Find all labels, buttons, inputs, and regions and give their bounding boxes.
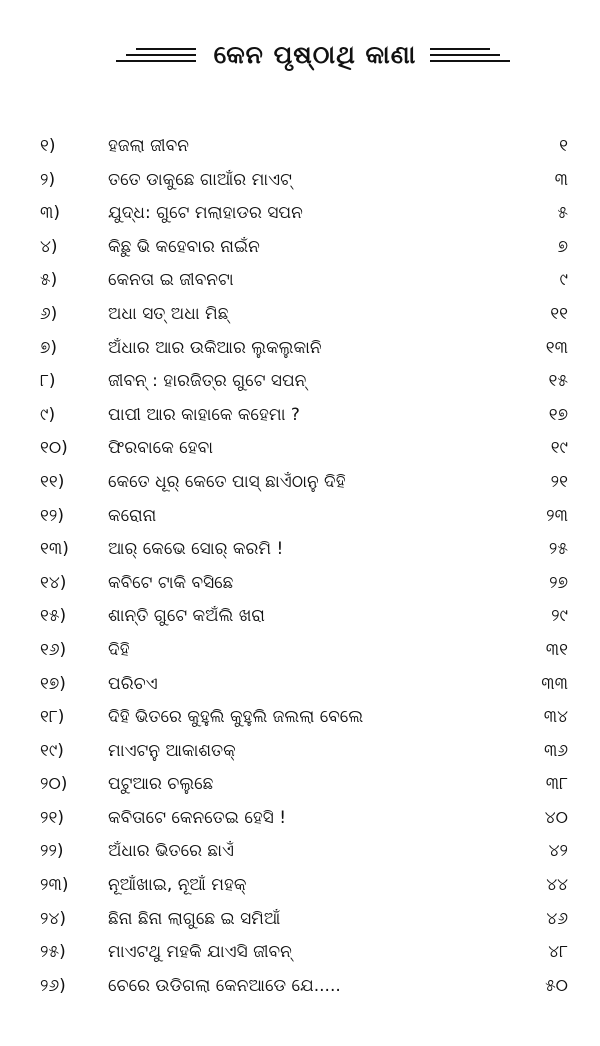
entry-number: ୧୭) [40, 673, 66, 694]
toc-entry [0, 264, 600, 298]
entry-title: ଅଧା ସତ୍ ଅଧା ମିଛ୍ [108, 303, 229, 324]
entry-page-number: ୫ [557, 203, 568, 224]
toc-entry [0, 365, 600, 399]
entry-page-number: ୩ [554, 169, 568, 190]
entry-title: କେତେ ଧୂର୍ କେତେ ପାସ୍ ଛାଏଁଠାନୁ ଦିହି [108, 471, 346, 492]
entry-title: ଛିନା ଛିନା ଲାଗୁଛେ ଇ ସମିଆଁ [108, 908, 281, 929]
entry-number: ୪) [40, 236, 58, 257]
toc-entry [0, 130, 600, 164]
entry-number: ୧୧) [40, 471, 65, 492]
toc-entry [0, 835, 600, 869]
entry-page-number: ୧୩ [545, 337, 568, 358]
entry-number: ୨୫) [40, 942, 66, 963]
toc-entry [0, 298, 600, 332]
entry-title: ପରିଚଏ [108, 673, 158, 694]
entry-page-number: ୪୨ [548, 841, 568, 862]
entry-title: କବିତାଟେ କେନତେଇ ହେସି ! [108, 807, 287, 828]
entry-number: ୨୬) [40, 975, 66, 996]
table-of-contents [0, 130, 600, 1003]
entry-page-number: ୧୫ [548, 371, 568, 392]
entry-number: ୧୦) [40, 438, 68, 459]
entry-number: ୧୪) [40, 572, 67, 593]
entry-page-number: ୭ [557, 236, 568, 257]
entry-number: ୧୨) [40, 505, 64, 526]
entry-title: ଶାନ୍ତି ଗୁଟେ କଅଁଲି ଖରା [108, 606, 265, 627]
toc-entry [0, 399, 600, 433]
entry-number: ୨୩) [40, 875, 69, 896]
toc-entry [0, 970, 600, 1004]
entry-title: କରୋନା [108, 505, 157, 526]
entry-page-number: ୧୯ [550, 438, 568, 459]
toc-entry [0, 332, 600, 366]
entry-title: ମାଏଟନୁ ଆକାଶତକ୍ [108, 740, 236, 761]
entry-title: ଅଁଧାର ଆର ଉକିଆର ଲୁକଲୁକାନି [108, 337, 322, 358]
entry-page-number: ୨୯ [551, 606, 568, 627]
entry-title: କିଛୁ ଭି କହେବାର ନାଇଁନ [108, 236, 260, 257]
entry-page-number: ୨୧ [550, 471, 568, 492]
entry-number: ୧୯) [40, 740, 64, 761]
entry-title: କବିଟେ ଟାକି ବସିଛେ [108, 572, 234, 593]
entry-title: ହଜଲା ଜୀବନ [108, 136, 189, 156]
entry-title: ଦିହି [108, 639, 130, 660]
entry-title: ଫିରବାକେ ହେବା [108, 438, 214, 459]
entry-number: ୨୧) [40, 807, 64, 828]
entry-number: ୫) [40, 270, 58, 291]
entry-title: ନୂଆଁଖାଇ, ନୂଆଁ ମହକ୍ [108, 875, 247, 896]
entry-number: ୧୬) [40, 639, 67, 660]
toc-entry [0, 466, 600, 500]
entry-title: ତତେ ଡାକୁଛେ ଗାଆଁର ମାଏଟ୍ [108, 169, 292, 190]
toc-entry [0, 903, 600, 937]
entry-title: ଜୀବନ୍ : ହାରଜିତ୍‌ର ଗୁଟେ ସପନ୍ [108, 371, 307, 392]
entry-page-number: ୩୧ [545, 639, 568, 660]
entry-title: କେନତା ଇ ଜୀବନଟା [108, 270, 234, 291]
entry-title: ମାଏଟଥୁ ମହକି ଯାଏସି ଜୀବନ୍ [108, 942, 292, 963]
decorative-rule-right [430, 48, 510, 70]
toc-entry [0, 735, 600, 769]
toc-entry [0, 432, 600, 466]
entry-number: ୧୩) [40, 539, 69, 560]
toc-entry [0, 600, 600, 634]
entry-number: ୮) [40, 371, 56, 392]
toc-entry [0, 768, 600, 802]
entry-page-number: ୩୮ [545, 774, 568, 795]
entry-page-number: ୧୧ [550, 303, 568, 324]
entry-page-number: ୩୩ [541, 673, 568, 694]
page-title: କେନ ପୃଷ୍ଠାଥି କାଣା [213, 40, 417, 69]
toc-entry [0, 668, 600, 702]
toc-entry [0, 936, 600, 970]
entry-page-number: ୧୭ [548, 404, 568, 425]
entry-number: ୨୪) [40, 908, 66, 929]
toc-entry [0, 197, 600, 231]
entry-number: ୭) [40, 337, 58, 358]
entry-page-number: ୧ [559, 136, 568, 156]
toc-entry [0, 701, 600, 735]
entry-number: ୬) [40, 303, 58, 324]
entry-page-number: ୪୦ [544, 807, 568, 828]
entry-number: ୩) [40, 203, 60, 224]
entry-title: ଯୁଦ୍ଧ: ଗୁଟେ ମଲାହାଡର ସପନ [108, 203, 303, 224]
entry-page-number: ୨୫ [548, 539, 568, 560]
entry-page-number: ୨୩ [546, 505, 568, 526]
entry-title: ଆର୍ କେଭେ ସୋର୍ କରମି ! [108, 539, 284, 560]
entry-number: ୧) [40, 136, 56, 156]
entry-number: ୧୮) [40, 707, 65, 728]
toc-entry [0, 802, 600, 836]
entry-number: ୯) [40, 404, 56, 425]
toc-entry [0, 567, 600, 601]
entry-page-number: ୯ [559, 270, 568, 291]
toc-entry [0, 500, 600, 534]
entry-page-number: ୩୪ [543, 707, 568, 728]
entry-title: ପାପୀ ଆର କାହାକେ କହେମା ? [108, 404, 300, 425]
decorative-rule-left [116, 48, 196, 70]
toc-entry [0, 231, 600, 265]
entry-number: ୨୨) [40, 841, 64, 862]
toc-entry [0, 869, 600, 903]
entry-page-number: ୪୬ [546, 908, 568, 929]
entry-number: ୨୦) [40, 774, 68, 795]
entry-page-number: ୪୪ [546, 875, 568, 896]
entry-number: ୧୫) [40, 606, 67, 627]
toc-entry [0, 533, 600, 567]
entry-title: ଅଁଧାର ଭିତରେ ଛାଏଁ [108, 841, 234, 862]
entry-page-number: ୫୦ [545, 975, 568, 996]
toc-entry [0, 164, 600, 198]
entry-number: ୨) [40, 169, 56, 190]
entry-title: ଦିହି ଭିତରେ କୁହୁଲି କୁହୁଲି ଜଲଲା ବେଲେ [108, 707, 364, 728]
entry-page-number: ୩୬ [543, 740, 568, 761]
entry-title: ପଟୁଆର ଚଲୁଛେ [108, 774, 214, 795]
toc-entry [0, 634, 600, 668]
entry-title: ଚେରେ ଉଡିଗଲା କେନଆଡେ ଯେ..... [108, 975, 341, 996]
entry-page-number: ୨୭ [549, 572, 568, 593]
contents-header [0, 38, 600, 80]
entry-page-number: ୪୮ [548, 942, 568, 963]
